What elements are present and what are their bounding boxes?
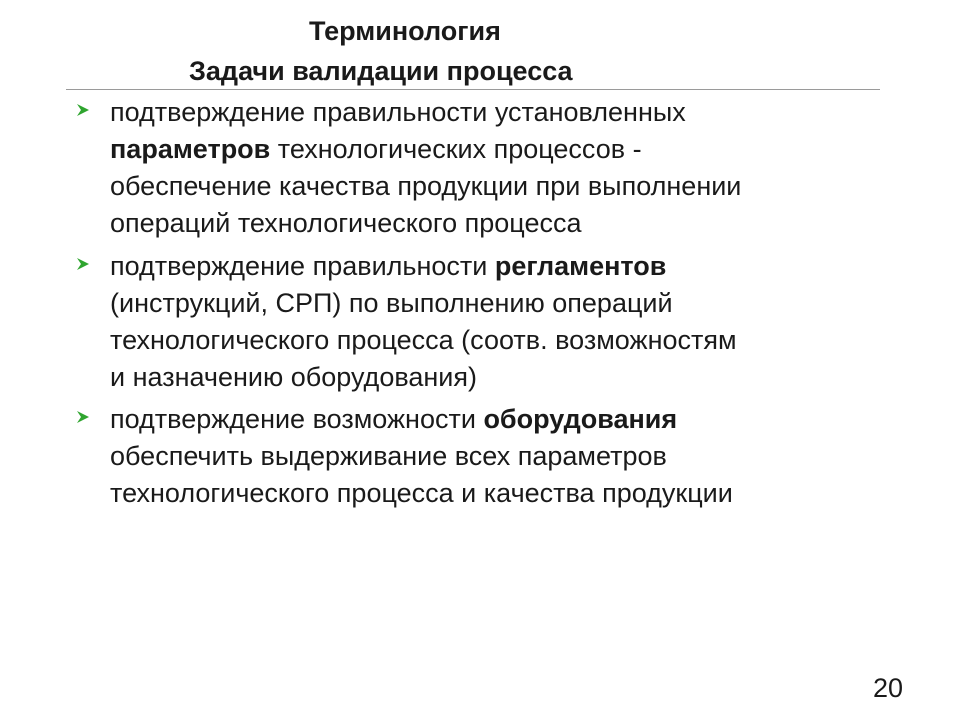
green-arrow-bullet-icon <box>76 410 90 424</box>
bold-term: регламентов <box>494 251 667 281</box>
bullet-line <box>110 248 870 285</box>
bullet-line <box>110 205 870 242</box>
bullet-text <box>110 248 870 396</box>
bullet-line <box>110 285 870 322</box>
bullet-line <box>110 168 870 205</box>
bullet-line <box>110 94 870 131</box>
bullet-text <box>110 94 870 242</box>
bullet-line <box>110 359 870 396</box>
bold-term: параметров <box>110 134 271 164</box>
bullet-line <box>110 475 870 512</box>
line-text: технологических процессов - <box>270 134 642 164</box>
bullet-text <box>110 401 870 512</box>
line-text: операций технологического процесса <box>110 208 582 238</box>
line-text: подтверждение правильности установленных <box>110 97 686 127</box>
bold-term: оборудования <box>483 404 678 434</box>
line-text: и назначению оборудования) <box>110 362 477 392</box>
line-text: технологического процесса (соотв. возможностям <box>110 325 737 355</box>
bullet-line <box>110 438 870 475</box>
line-text: обеспечить выдерживание всех параметров <box>110 441 667 471</box>
line-text: (инструкций, СРП) по выполнению операций <box>110 288 673 318</box>
green-arrow-bullet-icon <box>76 257 90 271</box>
bullet-line <box>110 401 870 438</box>
line-text: подтверждение правильности <box>110 251 495 281</box>
green-arrow-bullet-icon <box>76 103 90 117</box>
slide-title-line-1: Терминология <box>309 16 501 46</box>
page-number: 20 <box>872 673 903 703</box>
line-text: подтверждение возможности <box>110 404 484 434</box>
bullet-line <box>110 322 870 359</box>
line-text: технологического процесса и качества продукции <box>110 478 733 508</box>
bullet-line <box>110 131 870 168</box>
slide-title-line-2: Задачи валидации процесса <box>189 56 573 86</box>
line-text: обеспечение качества продукции при выполнении <box>110 171 742 201</box>
